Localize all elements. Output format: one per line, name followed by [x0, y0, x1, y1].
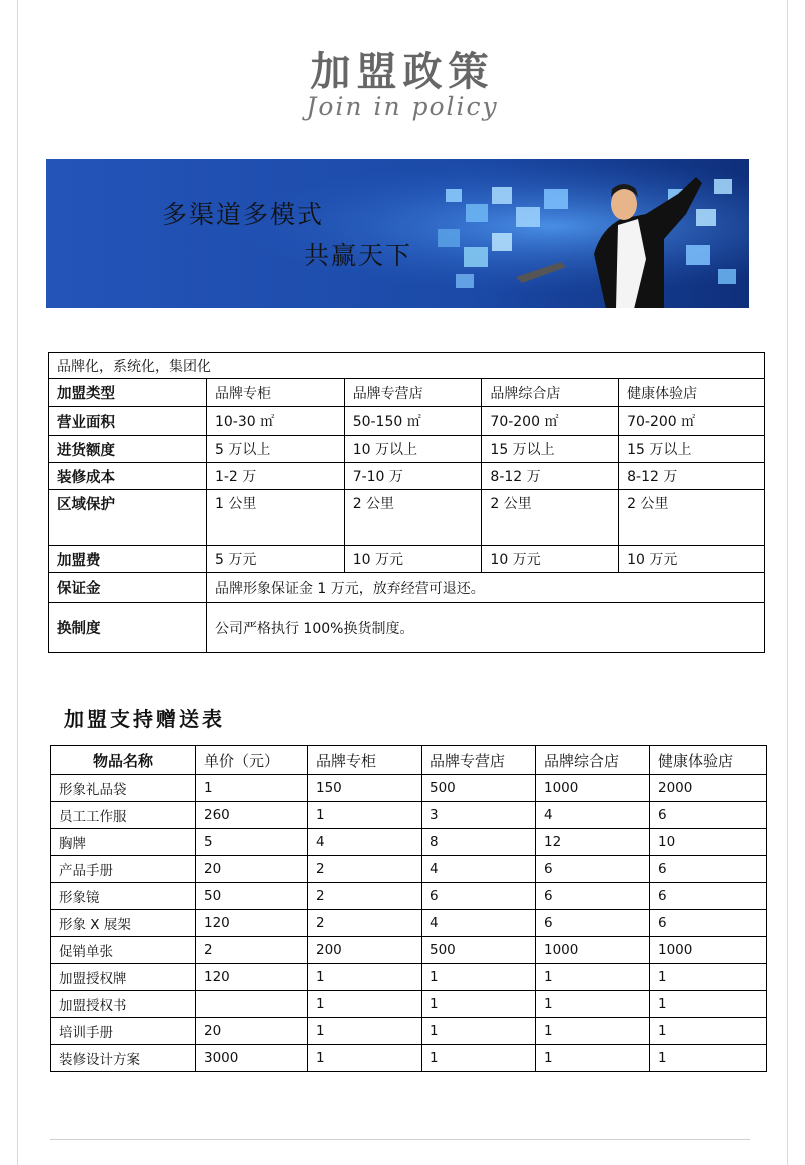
- table-cell: 500: [422, 937, 536, 964]
- table-cell: 12: [536, 829, 650, 856]
- table-cell: 1: [422, 1045, 536, 1072]
- column-header: 单价（元）: [196, 746, 308, 775]
- table-cell: 120: [196, 964, 308, 991]
- row-label: 区域保护: [49, 490, 207, 546]
- table-cell: 8-12 万: [619, 463, 765, 490]
- support-table-body: [51, 775, 767, 1072]
- table-cell: 6: [650, 883, 767, 910]
- table-cell: 150: [308, 775, 422, 802]
- table-cell: 1000: [650, 937, 767, 964]
- table-cell: 2000: [650, 775, 767, 802]
- table-cell: 10 万元: [619, 546, 765, 573]
- table-cell: 2: [308, 883, 422, 910]
- table-row: [49, 603, 765, 653]
- table-cell: 200: [308, 937, 422, 964]
- table-cell: 3: [422, 802, 536, 829]
- banner-slogan-line2: 共赢天下: [304, 241, 413, 270]
- row-label: 加盟类型: [49, 379, 207, 407]
- table-row: [49, 463, 765, 490]
- table-row: [49, 407, 765, 436]
- table-cell: 1: [536, 991, 650, 1018]
- table-row: [49, 353, 765, 379]
- item-name-cell: 加盟授权书: [51, 991, 196, 1018]
- franchise-policy-table: [48, 352, 765, 653]
- item-name-cell: 形象 X 展架: [51, 910, 196, 937]
- row-label: 换制度: [49, 603, 207, 653]
- table-cell: 1: [308, 1045, 422, 1072]
- table-cell: 1: [650, 991, 767, 1018]
- table-cell: 1-2 万: [206, 463, 344, 490]
- item-name-cell: 员工工作服: [51, 802, 196, 829]
- table-cell: 2 公里: [619, 490, 765, 546]
- table-cell: 4: [422, 910, 536, 937]
- page-subtitle: Join in policy: [306, 92, 499, 121]
- table-cell: 1: [422, 991, 536, 1018]
- support-section-title: 加盟支持赠送表: [64, 707, 225, 731]
- column-header: 品牌综合店: [536, 746, 650, 775]
- table-cell: 2: [308, 856, 422, 883]
- table-row: [51, 829, 767, 856]
- table-cell: 15 万以上: [482, 436, 619, 463]
- page-right-rule: [787, 0, 788, 1165]
- table-cell: 公司严格执行 100%换货制度。: [206, 603, 764, 653]
- table-cell: 品牌专营店: [344, 379, 482, 407]
- item-name-cell: 装修设计方案: [51, 1045, 196, 1072]
- table-cell: 4: [536, 802, 650, 829]
- column-header: 物品名称: [51, 746, 196, 775]
- table-cell: 4: [308, 829, 422, 856]
- table-cell: 1: [536, 964, 650, 991]
- table-cell: 2 公里: [344, 490, 482, 546]
- table-cell: 70-200 ㎡: [619, 407, 765, 436]
- row-label: 进货额度: [49, 436, 207, 463]
- item-name-cell: 形象礼品袋: [51, 775, 196, 802]
- support-gift-table: [50, 745, 767, 1072]
- table-cell: 20: [196, 1018, 308, 1045]
- table-cell: 6: [536, 910, 650, 937]
- table-cell: 1 公里: [206, 490, 344, 546]
- item-name-cell: 形象镜: [51, 883, 196, 910]
- table-cell: 20: [196, 856, 308, 883]
- table-row: [49, 379, 765, 407]
- table-cell: 品牌综合店: [482, 379, 619, 407]
- table-cell: 1: [422, 964, 536, 991]
- table-cell: 1: [650, 1045, 767, 1072]
- table-cell: 1000: [536, 937, 650, 964]
- table-cell: 10: [650, 829, 767, 856]
- table-cell: 500: [422, 775, 536, 802]
- table-row: [51, 910, 767, 937]
- row-label: 保证金: [49, 573, 207, 603]
- table-cell: 1: [308, 991, 422, 1018]
- row-label: 加盟费: [49, 546, 207, 573]
- table-cell: 10 万元: [344, 546, 482, 573]
- table-cell: 8: [422, 829, 536, 856]
- banner-background: [46, 159, 749, 308]
- banner-slogan-line1: 多渠道多模式: [162, 200, 325, 229]
- table-cell: 1: [650, 964, 767, 991]
- table-cell: 1: [422, 1018, 536, 1045]
- table-cell: 1: [536, 1018, 650, 1045]
- column-header: 品牌专柜: [308, 746, 422, 775]
- table-cell: 15 万以上: [619, 436, 765, 463]
- table-cell: 2: [196, 937, 308, 964]
- table-cell: 8-12 万: [482, 463, 619, 490]
- table-cell: [196, 991, 308, 1018]
- table-row: [49, 573, 765, 603]
- table-cell: 5 万元: [206, 546, 344, 573]
- table-cell: 10 万以上: [344, 436, 482, 463]
- table-cell: 5: [196, 829, 308, 856]
- item-name-cell: 产品手册: [51, 856, 196, 883]
- table-cell: 健康体验店: [619, 379, 765, 407]
- row-label: 装修成本: [49, 463, 207, 490]
- page-left-rule: [17, 0, 18, 1165]
- table-row: [51, 802, 767, 829]
- table-cell: 3000: [196, 1045, 308, 1072]
- table-header-row: [51, 746, 767, 775]
- table-row: [51, 1018, 767, 1045]
- table-cell: 6: [536, 883, 650, 910]
- table-row: [49, 546, 765, 573]
- table-cell: 1000: [536, 775, 650, 802]
- table-row: [51, 775, 767, 802]
- table-row: [51, 964, 767, 991]
- table-row: [49, 490, 765, 546]
- table-cell: 10 万元: [482, 546, 619, 573]
- page-bottom-rule: [50, 1139, 750, 1140]
- table-cell: 1: [650, 1018, 767, 1045]
- table-row: [51, 937, 767, 964]
- table-cell: 6: [422, 883, 536, 910]
- table-cell: 1: [196, 775, 308, 802]
- table-cell: 1: [308, 964, 422, 991]
- row-label: 营业面积: [49, 407, 207, 436]
- table-cell: 1: [308, 802, 422, 829]
- table-cell: 品牌专柜: [206, 379, 344, 407]
- table-cell: 6: [650, 802, 767, 829]
- table-cell: 1: [308, 1018, 422, 1045]
- table-row: [51, 991, 767, 1018]
- column-header: 品牌专营店: [422, 746, 536, 775]
- item-name-cell: 培训手册: [51, 1018, 196, 1045]
- banner: [46, 159, 749, 308]
- table-row: [49, 436, 765, 463]
- table-row: [51, 1045, 767, 1072]
- table-row: [51, 856, 767, 883]
- table-cell: 1: [536, 1045, 650, 1072]
- table-cell: 120: [196, 910, 308, 937]
- table-cell: 5 万以上: [206, 436, 344, 463]
- page-title: 加盟政策: [310, 48, 495, 95]
- item-name-cell: 胸牌: [51, 829, 196, 856]
- table-cell: 50-150 ㎡: [344, 407, 482, 436]
- item-name-cell: 加盟授权牌: [51, 964, 196, 991]
- item-name-cell: 促销单张: [51, 937, 196, 964]
- table-cell: 50: [196, 883, 308, 910]
- policy-intro: 品牌化，系统化，集团化: [49, 353, 765, 379]
- table-cell: 6: [536, 856, 650, 883]
- table-row: [51, 883, 767, 910]
- column-header: 健康体验店: [650, 746, 767, 775]
- table-cell: 70-200 ㎡: [482, 407, 619, 436]
- table-cell: 10-30 ㎡: [206, 407, 344, 436]
- table-cell: 6: [650, 910, 767, 937]
- table-cell: 2 公里: [482, 490, 619, 546]
- table-cell: 6: [650, 856, 767, 883]
- table-cell: 4: [422, 856, 536, 883]
- table-cell: 2: [308, 910, 422, 937]
- table-cell: 品牌形象保证金 1 万元，放弃经营可退还。: [206, 573, 764, 603]
- table-cell: 7-10 万: [344, 463, 482, 490]
- table-cell: 260: [196, 802, 308, 829]
